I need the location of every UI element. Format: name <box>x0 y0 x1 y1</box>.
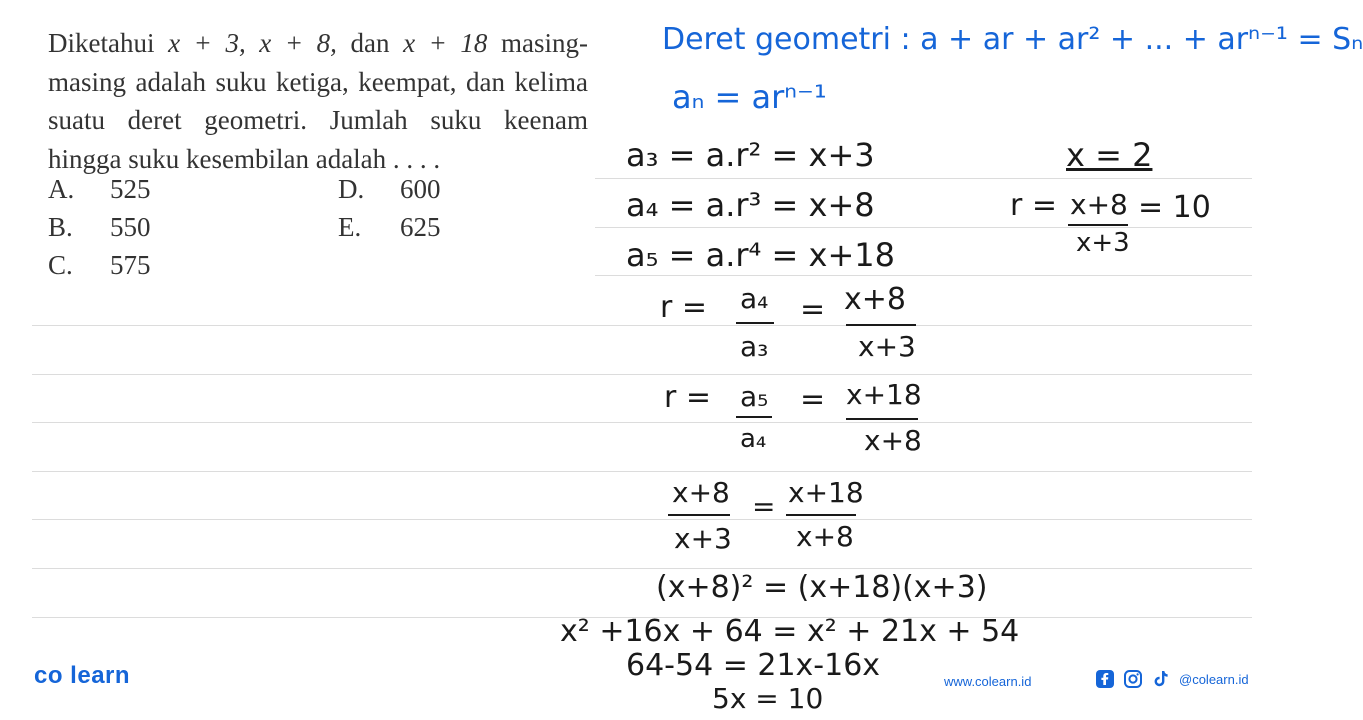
hw-a5-equation: a₅ = a.r⁴ = x+18 <box>626 236 895 274</box>
instagram-icon[interactable] <box>1123 669 1143 689</box>
hw-ratio2-eq: = <box>800 382 826 417</box>
hw-ratio1-rden: x+3 <box>858 330 916 363</box>
option-d[interactable] <box>338 174 441 205</box>
hw-expand-step4: 5x = 10 <box>712 682 824 715</box>
ruled-line <box>595 178 1252 179</box>
option-value: 625 <box>400 212 441 242</box>
hw-r-fraction-bar <box>1068 224 1128 226</box>
option-c[interactable] <box>48 250 151 281</box>
hw-equate-lbar <box>668 514 730 516</box>
ruled-line <box>32 519 1252 520</box>
option-value: 600 <box>400 174 441 204</box>
option-letter: C. <box>48 250 73 280</box>
hw-equate-eq: = <box>752 490 776 523</box>
hw-ratio1-bar <box>736 322 774 324</box>
option-b[interactable] <box>48 212 151 243</box>
ruled-line <box>32 568 1252 569</box>
tiktok-icon[interactable] <box>1151 669 1171 689</box>
question-math-terms: x + 3, x + 8, <box>168 28 337 58</box>
ruled-line <box>32 422 1252 423</box>
option-letter: A. <box>48 174 75 204</box>
hw-r-label: r = <box>1010 188 1058 223</box>
hw-geometric-series-formula: Deret geometri : a + ar + ar² + ... + arⁿ⁻¹ = Sₙ <box>662 22 1363 57</box>
hw-expand-step2: x² +16x + 64 = x² + 21x + 54 <box>560 614 1020 649</box>
hw-expand-step3: 64-54 = 21x-16x <box>626 648 881 683</box>
website-link[interactable]: www.colearn.id <box>944 674 1032 689</box>
option-letter: B. <box>48 212 73 242</box>
option-a[interactable] <box>48 174 151 205</box>
hw-equate-rden: x+8 <box>796 520 854 553</box>
ruled-line <box>32 374 1252 375</box>
hw-ratio2-den: a₄ <box>740 424 767 454</box>
hw-r-value: = 10 <box>1138 190 1211 225</box>
hw-ratio1-label: r = <box>660 290 708 325</box>
hw-r-denominator: x+3 <box>1076 228 1130 258</box>
hw-equate-rnum: x+18 <box>788 476 864 509</box>
hw-a3-equation: a₃ = a.r² = x+3 <box>626 136 875 174</box>
hw-x-value: x = 2 <box>1066 136 1153 174</box>
hw-ratio1-rbar <box>846 324 916 326</box>
hw-ratio2-label: r = <box>664 380 712 415</box>
question-rest: masing-masing adalah suku ketiga, keempat, dan kelima suatu deret geometri. Jumlah suku keenam hingga suku kesembilan adalah . . . . <box>48 28 589 174</box>
ruled-line <box>595 275 1252 276</box>
ruled-line <box>32 471 1252 472</box>
hw-ratio1-den: a₃ <box>740 330 769 363</box>
hw-expand-step1: (x+8)² = (x+18)(x+3) <box>656 570 988 605</box>
option-letter: E. <box>338 212 362 242</box>
hw-ratio2-rnum: x+18 <box>846 378 922 411</box>
option-value: 575 <box>110 250 151 280</box>
hw-ratio1-rnum: x+8 <box>844 282 906 317</box>
ruled-line <box>595 227 1252 228</box>
question-text <box>48 24 588 178</box>
hw-ratio2-rden: x+8 <box>864 424 922 457</box>
hw-equate-lden: x+3 <box>674 522 732 555</box>
option-e[interactable] <box>338 212 441 243</box>
social-handle: @colearn.id <box>1179 671 1249 687</box>
option-value: 550 <box>110 212 151 242</box>
question-prefix: Diketahui <box>48 28 155 58</box>
hw-nth-term-formula: aₙ = arⁿ⁻¹ <box>672 78 827 116</box>
option-letter: D. <box>338 174 365 204</box>
option-value: 525 <box>110 174 151 204</box>
hw-equate-rbar <box>786 514 856 516</box>
question-math-term: x + 18 <box>403 28 488 58</box>
question-dan: dan <box>350 28 390 58</box>
facebook-icon[interactable] <box>1095 669 1115 689</box>
hw-r-numerator: x+8 <box>1070 188 1128 221</box>
hw-ratio1-eq: = <box>800 292 826 327</box>
social-links <box>1095 669 1249 689</box>
colearn-logo: co learn <box>34 662 131 689</box>
hw-ratio2-rbar <box>846 418 918 420</box>
hw-ratio2-bar <box>736 416 772 418</box>
ruled-line <box>32 325 1252 326</box>
hw-equate-lnum: x+8 <box>672 476 730 509</box>
hw-ratio2-num: a₅ <box>740 380 769 413</box>
hw-a4-equation: a₄ = a.r³ = x+8 <box>626 186 875 224</box>
hw-ratio1-num: a₄ <box>740 282 769 315</box>
